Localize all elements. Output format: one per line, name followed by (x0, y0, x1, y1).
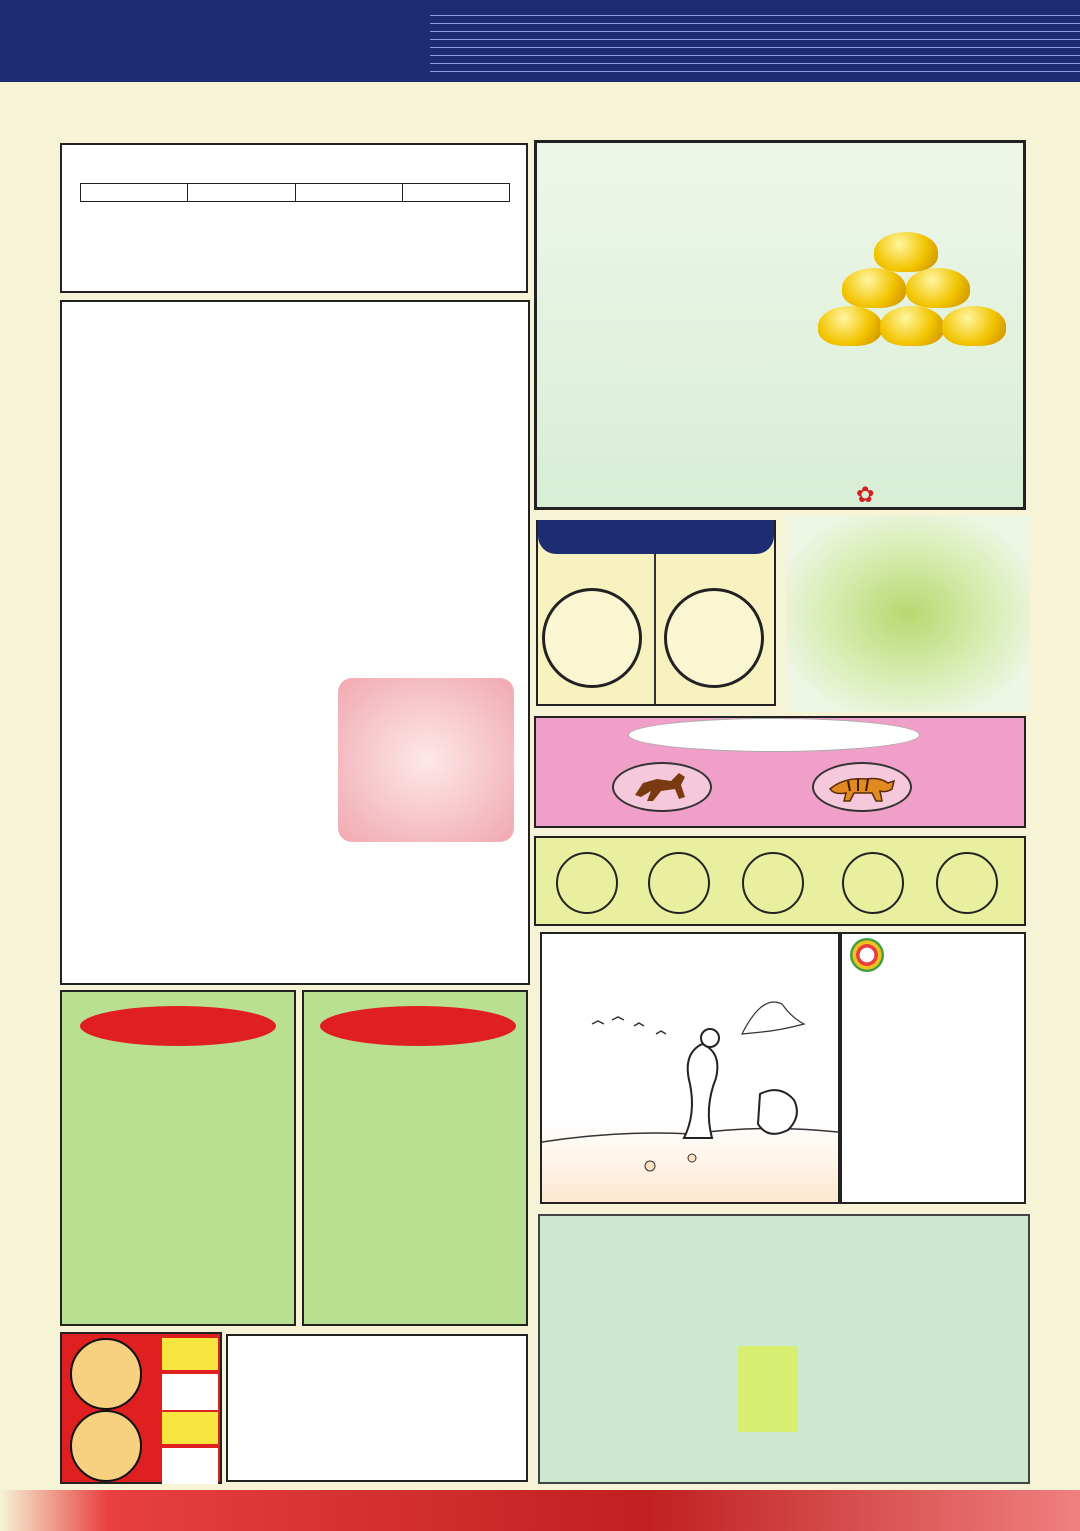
number-ball (936, 852, 998, 914)
gold-ingot-icon (842, 268, 906, 308)
secret-picture-box (338, 678, 514, 842)
gold-ingot-icon (874, 232, 938, 272)
prediction-title (80, 1006, 276, 1046)
stat-value (162, 1374, 218, 1410)
hot-cold-table-panel (60, 143, 528, 293)
stat-label (162, 1412, 218, 1444)
number-ball (556, 852, 618, 914)
stat-label (162, 1338, 218, 1370)
footer-bar (0, 1490, 1080, 1531)
number-ball (648, 852, 710, 914)
ink-illustration (540, 932, 840, 1204)
lucky-zodiac-title (628, 718, 920, 752)
special-code-title (538, 520, 774, 554)
left-border-band (8, 130, 38, 1490)
table-header (402, 184, 509, 202)
divider (654, 554, 656, 704)
gold-ingot-icon (942, 306, 1006, 346)
special-small (542, 588, 642, 688)
gold-ingot-icon (880, 306, 944, 346)
meeting-panel (60, 300, 530, 985)
stat-number-ball (70, 1410, 142, 1482)
stat-number-ball (70, 1338, 142, 1410)
gold-ingot-icon (906, 268, 970, 308)
gold-formula-panel (226, 1334, 528, 1482)
special-even (664, 588, 764, 688)
flower-icon: ✿ (856, 482, 875, 507)
top-border-band (10, 100, 1070, 130)
glow-decoration (786, 516, 1030, 712)
number-ball (842, 852, 904, 914)
stat-value (162, 1448, 218, 1484)
right-border-band (1042, 130, 1072, 1490)
table-header (295, 184, 402, 202)
header-bar (0, 0, 1080, 82)
stamp-decoration (738, 1346, 798, 1432)
word-poem (862, 990, 982, 1170)
horse-icon (612, 762, 712, 812)
table-header (188, 184, 295, 202)
table-header (81, 184, 188, 202)
number-ball (742, 852, 804, 914)
rainbow-logo-icon (850, 938, 884, 972)
hot-cold-table (80, 183, 510, 202)
zodiac-poem-title (320, 1006, 516, 1046)
gold-ingot-icon (818, 306, 882, 346)
tiger-icon (812, 762, 912, 812)
hero-brand (856, 482, 886, 508)
